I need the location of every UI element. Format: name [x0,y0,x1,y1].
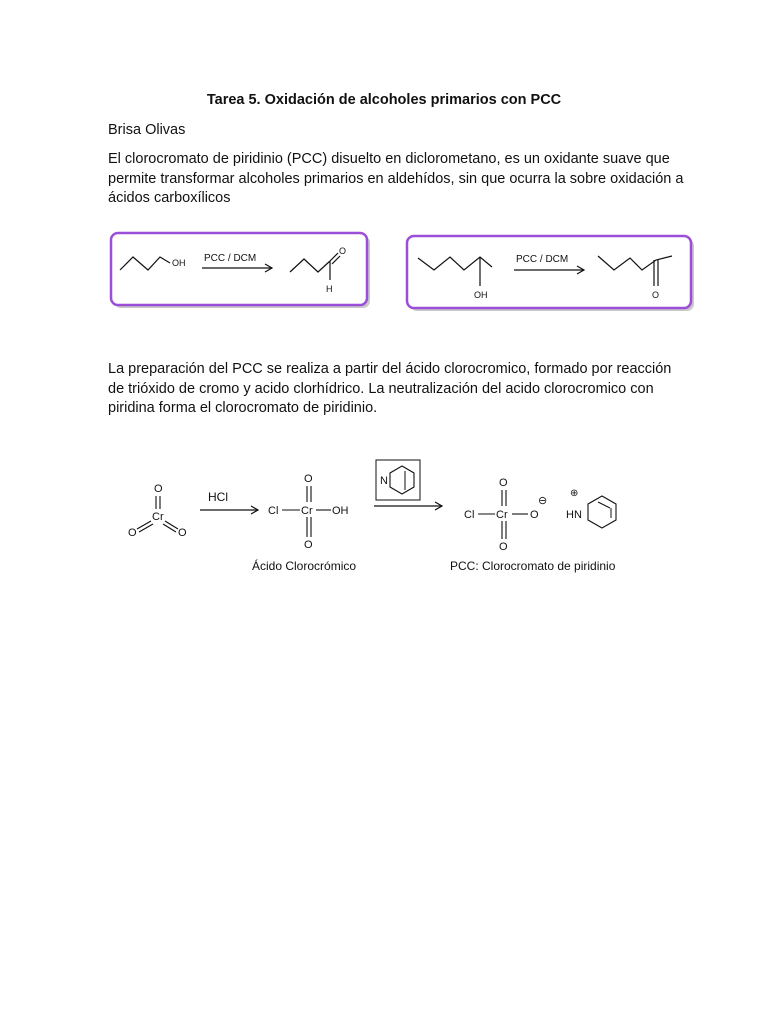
chromium-trioxide-structure [128,483,187,539]
reaction-arrow-2 [374,502,442,510]
chlorochromic-acid-caption: Ácido Clorocrómico [252,559,357,573]
pcc-preparation-scheme [120,456,660,580]
author-name: Brisa Olivas [108,122,186,138]
svg-text:O: O [178,527,187,539]
svg-text:OH: OH [332,505,349,517]
svg-text:O: O [154,483,163,495]
svg-text:Cr: Cr [152,511,164,523]
pcc-structure [464,477,616,553]
svg-text:O: O [128,527,137,539]
pcc-caption: PCC: Clorocromato de piridinio [450,559,616,573]
intro-paragraph: El clorocromato de piridinio (PCC) disuelto en diclorometano, es un oxidante suave que permite transformar alcoholes primarios en aldehídos, sin que ocurra la sobre oxidación a ácidos carboxílicos [108,151,684,206]
hcl-reagent-label: HCl [208,490,228,504]
reaction-arrow-1 [200,506,258,514]
svg-text:N: N [380,475,388,487]
preparation-paragraph: La preparación del PCC se realiza a partir del ácido clorocromico, formado por reacción de trióxido de cromo y acido clorhídrico. La neutralización del acido clorocromico con piridina forma el clorocromato de piridinio. [108,361,672,416]
chlorochromic-acid-structure [268,473,349,551]
svg-text:⊕: ⊕ [570,488,579,499]
pyridine-reagent [376,460,420,500]
svg-text:Cl: Cl [464,509,475,521]
svg-text:O: O [499,477,508,489]
svg-text:O: O [304,473,313,485]
reagent-label: PCC / DCM [516,254,569,265]
reaction-box-secondary-alcohol [404,230,698,312]
carbonyl-oxygen-label: O [652,290,660,300]
aldehyde-hydrogen-label: H [326,284,333,294]
svg-text:⊖: ⊖ [538,495,548,507]
svg-text:HN: HN [566,509,582,521]
svg-text:O: O [304,539,313,551]
svg-text:O: O [499,541,508,553]
page-title: Tarea 5. Oxidación de alcoholes primarios con PCC [206,92,562,108]
svg-text:Cl: Cl [268,505,279,517]
carbonyl-oxygen-label: O [339,246,347,256]
svg-text:Cr: Cr [301,505,313,517]
hydroxyl-label: OH [172,258,186,268]
reaction-box-primary-alcohol [108,228,374,310]
hydroxyl-label: OH [474,290,488,300]
svg-text:Cr: Cr [496,509,508,521]
reagent-label: PCC / DCM [204,253,257,264]
svg-text:O: O [530,509,539,521]
